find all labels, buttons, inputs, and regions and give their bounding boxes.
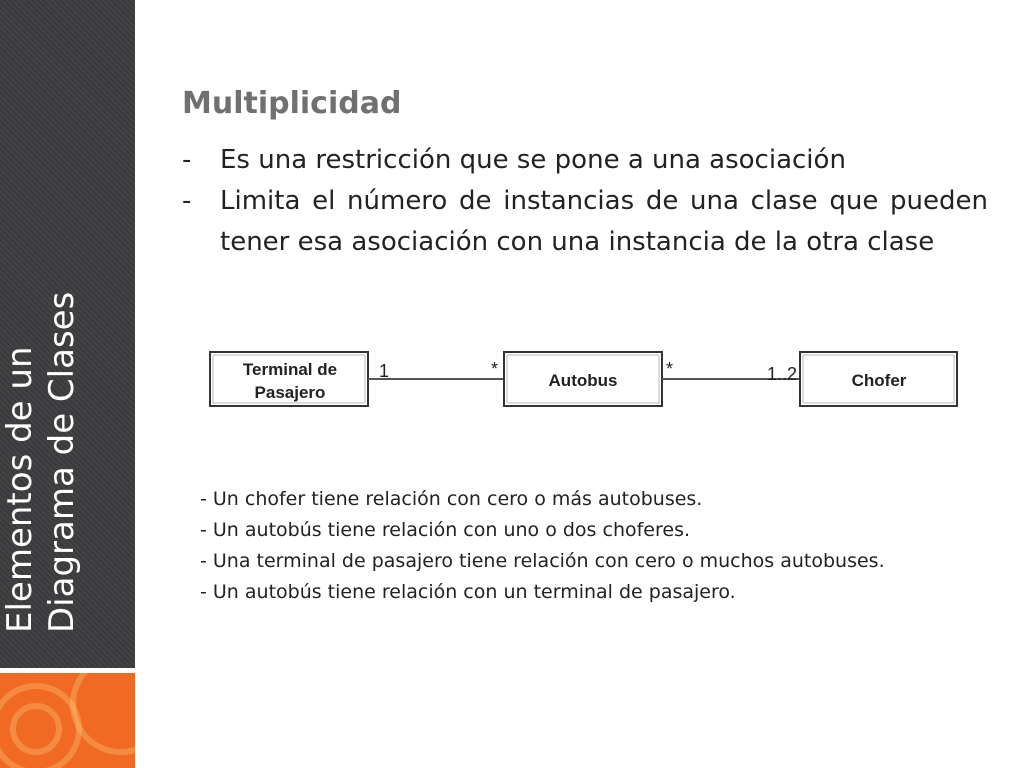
note-line: - Un autobús tiene relación con uno o dos choferes. [200, 519, 691, 541]
class-chofer [800, 352, 957, 406]
slide-heading: Multiplicidad [182, 86, 402, 121]
class-terminal-pasajero [210, 352, 368, 406]
bullet-item [182, 140, 988, 181]
bullet-marker: - [182, 186, 192, 216]
decor-ring [10, 703, 62, 755]
class-name: Chofer [851, 371, 907, 390]
sidebar-title-line1: Elementos de un [0, 346, 40, 633]
sidebar-title [0, 83, 139, 633]
multiplicity-label: 1 [379, 361, 390, 381]
bullet-text: Limita el número de instancias de una clase que pueden tener esa asociación con una instancia de la otra clase [220, 186, 988, 257]
multiplicity-label: * [491, 359, 499, 379]
class-name-line2: Pasajero [254, 383, 326, 402]
class-name: Autobus [548, 371, 618, 390]
bullet-text: Es una restricción que se pone a una asociación [220, 145, 846, 175]
notes-list [200, 484, 885, 608]
multiplicity-label: 1..2 [767, 364, 798, 384]
sidebar-panel [0, 0, 135, 668]
uml-class-diagram [205, 345, 965, 415]
bullet-list [182, 140, 988, 263]
multiplicity-label: * [666, 359, 674, 379]
note-line: - Un autobús tiene relación con un terminal de pasajero. [200, 581, 736, 603]
sidebar-decoration [0, 673, 135, 768]
bullet-item [182, 181, 988, 263]
class-autobus [504, 352, 662, 406]
note-line: - Una terminal de pasajero tiene relación con cero o muchos autobuses. [200, 550, 885, 572]
note-line: - Un chofer tiene relación con cero o más autobuses. [200, 488, 703, 510]
bullet-marker: - [182, 145, 192, 175]
class-name-line1: Terminal de [242, 360, 338, 379]
sidebar-title-line2: Diagrama de Clases [42, 291, 82, 633]
